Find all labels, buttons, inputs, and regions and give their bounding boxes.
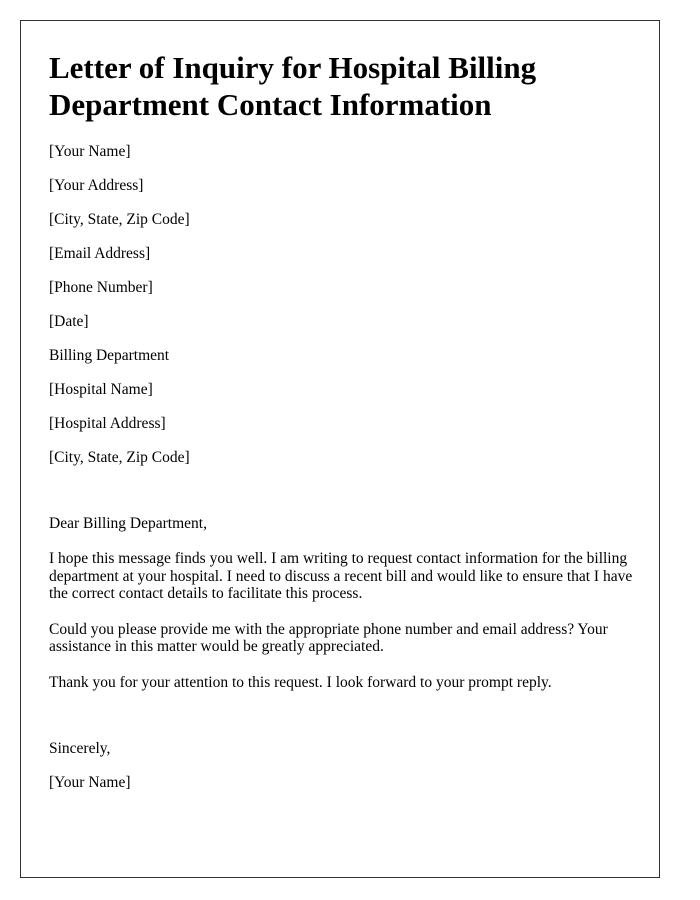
recipient-city-state-zip: [City, State, Zip Code] xyxy=(49,449,190,466)
letter-content xyxy=(49,49,634,791)
letter-page xyxy=(20,20,660,878)
letter-title: Letter of Inquiry for Hospital Billing Department Contact Information xyxy=(49,50,537,122)
body-paragraph: Thank you for your attention to this request. I look forward to your prompt reply. xyxy=(49,673,552,691)
sender-name: [Your Name] xyxy=(49,143,131,160)
body-paragraph: Could you please provide me with the appropriate phone number and email address? Your assistance in this matter would be greatly appreciated. xyxy=(49,620,608,655)
recipient-hospital-name: [Hospital Name] xyxy=(49,381,153,398)
salutation: Dear Billing Department, xyxy=(49,515,207,532)
closing: Sincerely, xyxy=(49,740,111,757)
letter-date: [Date] xyxy=(49,313,89,330)
signature: [Your Name] xyxy=(49,774,131,791)
address-block xyxy=(49,143,634,466)
sender-city-state-zip: [City, State, Zip Code] xyxy=(49,211,190,228)
recipient-department: Billing Department xyxy=(49,347,170,364)
sender-email: [Email Address] xyxy=(49,245,151,262)
sender-address: [Your Address] xyxy=(49,177,144,194)
recipient-hospital-address: [Hospital Address] xyxy=(49,415,166,432)
sender-phone: [Phone Number] xyxy=(49,279,153,296)
body-paragraph: I hope this message finds you well. I am writing to request contact information for the billing department at your hospital. I need to discuss a recent bill and would like to ensure that I have the correct contact details to facilitate this process. xyxy=(49,550,633,602)
